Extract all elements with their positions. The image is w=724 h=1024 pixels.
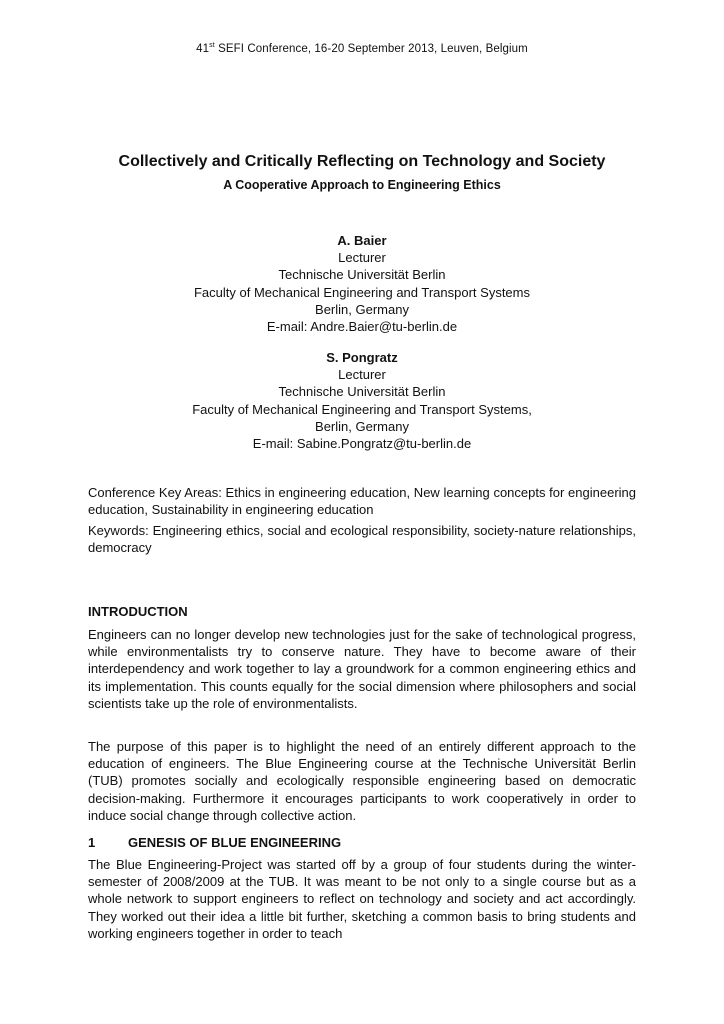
paper-title: Collectively and Critically Reflecting on Technology and Society <box>118 153 606 170</box>
paper-subtitle: A Cooperative Approach to Engineering Ethics <box>223 178 501 192</box>
paragraph: The purpose of this paper is to highlight the need of an entirely different approach to the education of engineers. The Blue Engineering course at the Technische Universität Berlin (TUB) promotes socially and ecologically responsible engineering based on democratic decision-making. Furthermore it encourages participants to work cooperatively in order to induce social change through collective action. <box>88 739 636 823</box>
paragraph: The Blue Engineering-Project was started off by a group of four students during the winter-semester of 2008/2009 at the TUB. It was meant to be not only to a single course but as a whole network to support engineers to reflect on technology and society and act accordingly. They worked out their idea a little bit further, sketching a common basis to bring students and working engineers together in order to teach <box>88 857 636 941</box>
author-role: Lecturer <box>338 250 386 266</box>
author-location: Berlin, Germany <box>315 301 409 317</box>
author-name: S. Pongratz <box>326 350 398 365</box>
author-block <box>0 349 724 452</box>
section-heading-introduction: INTRODUCTION <box>88 604 188 619</box>
conference-header <box>0 43 724 55</box>
conference-key-areas: Conference Key Areas: Ethics in engineering education, New learning concepts for engineering education, Sustainability in engineering education <box>88 485 636 518</box>
paragraph: Engineers can no longer develop new technologies just for the sake of technological progress, while environmentalists try to conserve nature. They have to become aware of their interdependency and work together to lay a groundwork for a common engineering ethics and its implementation. This counts equally for the social dimension where philosophers and social scientists take up the role of environmentalists. <box>88 627 636 711</box>
author-email: E-mail: Sabine.Pongratz@tu-berlin.de <box>252 436 472 452</box>
author-faculty: Faculty of Mechanical Engineering and Transport Systems, <box>192 401 532 417</box>
author-name: A. Baier <box>337 233 387 248</box>
header-text: SEFI Conference, 16-20 September 2013, Leuven, Belgium <box>214 43 528 55</box>
author-university: Technische Universität Berlin <box>278 267 446 283</box>
author-block <box>0 232 724 335</box>
author-location: Berlin, Germany <box>315 418 409 434</box>
author-university: Technische Universität Berlin <box>278 384 446 400</box>
author-faculty: Faculty of Mechanical Engineering and Transport Systems <box>193 284 530 300</box>
header-ordinal: 41 <box>196 43 210 55</box>
author-email: E-mail: Andre.Baier@tu-berlin.de <box>266 319 458 335</box>
author-role: Lecturer <box>338 367 386 383</box>
section-number: 1 <box>88 835 96 850</box>
keywords: Keywords: Engineering ethics, social and ecological responsibility, society-nature relationships, democracy <box>88 523 636 556</box>
section-heading-genesis <box>88 835 341 850</box>
header-ordinal-suffix: st <box>209 42 215 49</box>
section-title: GENESIS OF BLUE ENGINEERING <box>128 835 342 850</box>
